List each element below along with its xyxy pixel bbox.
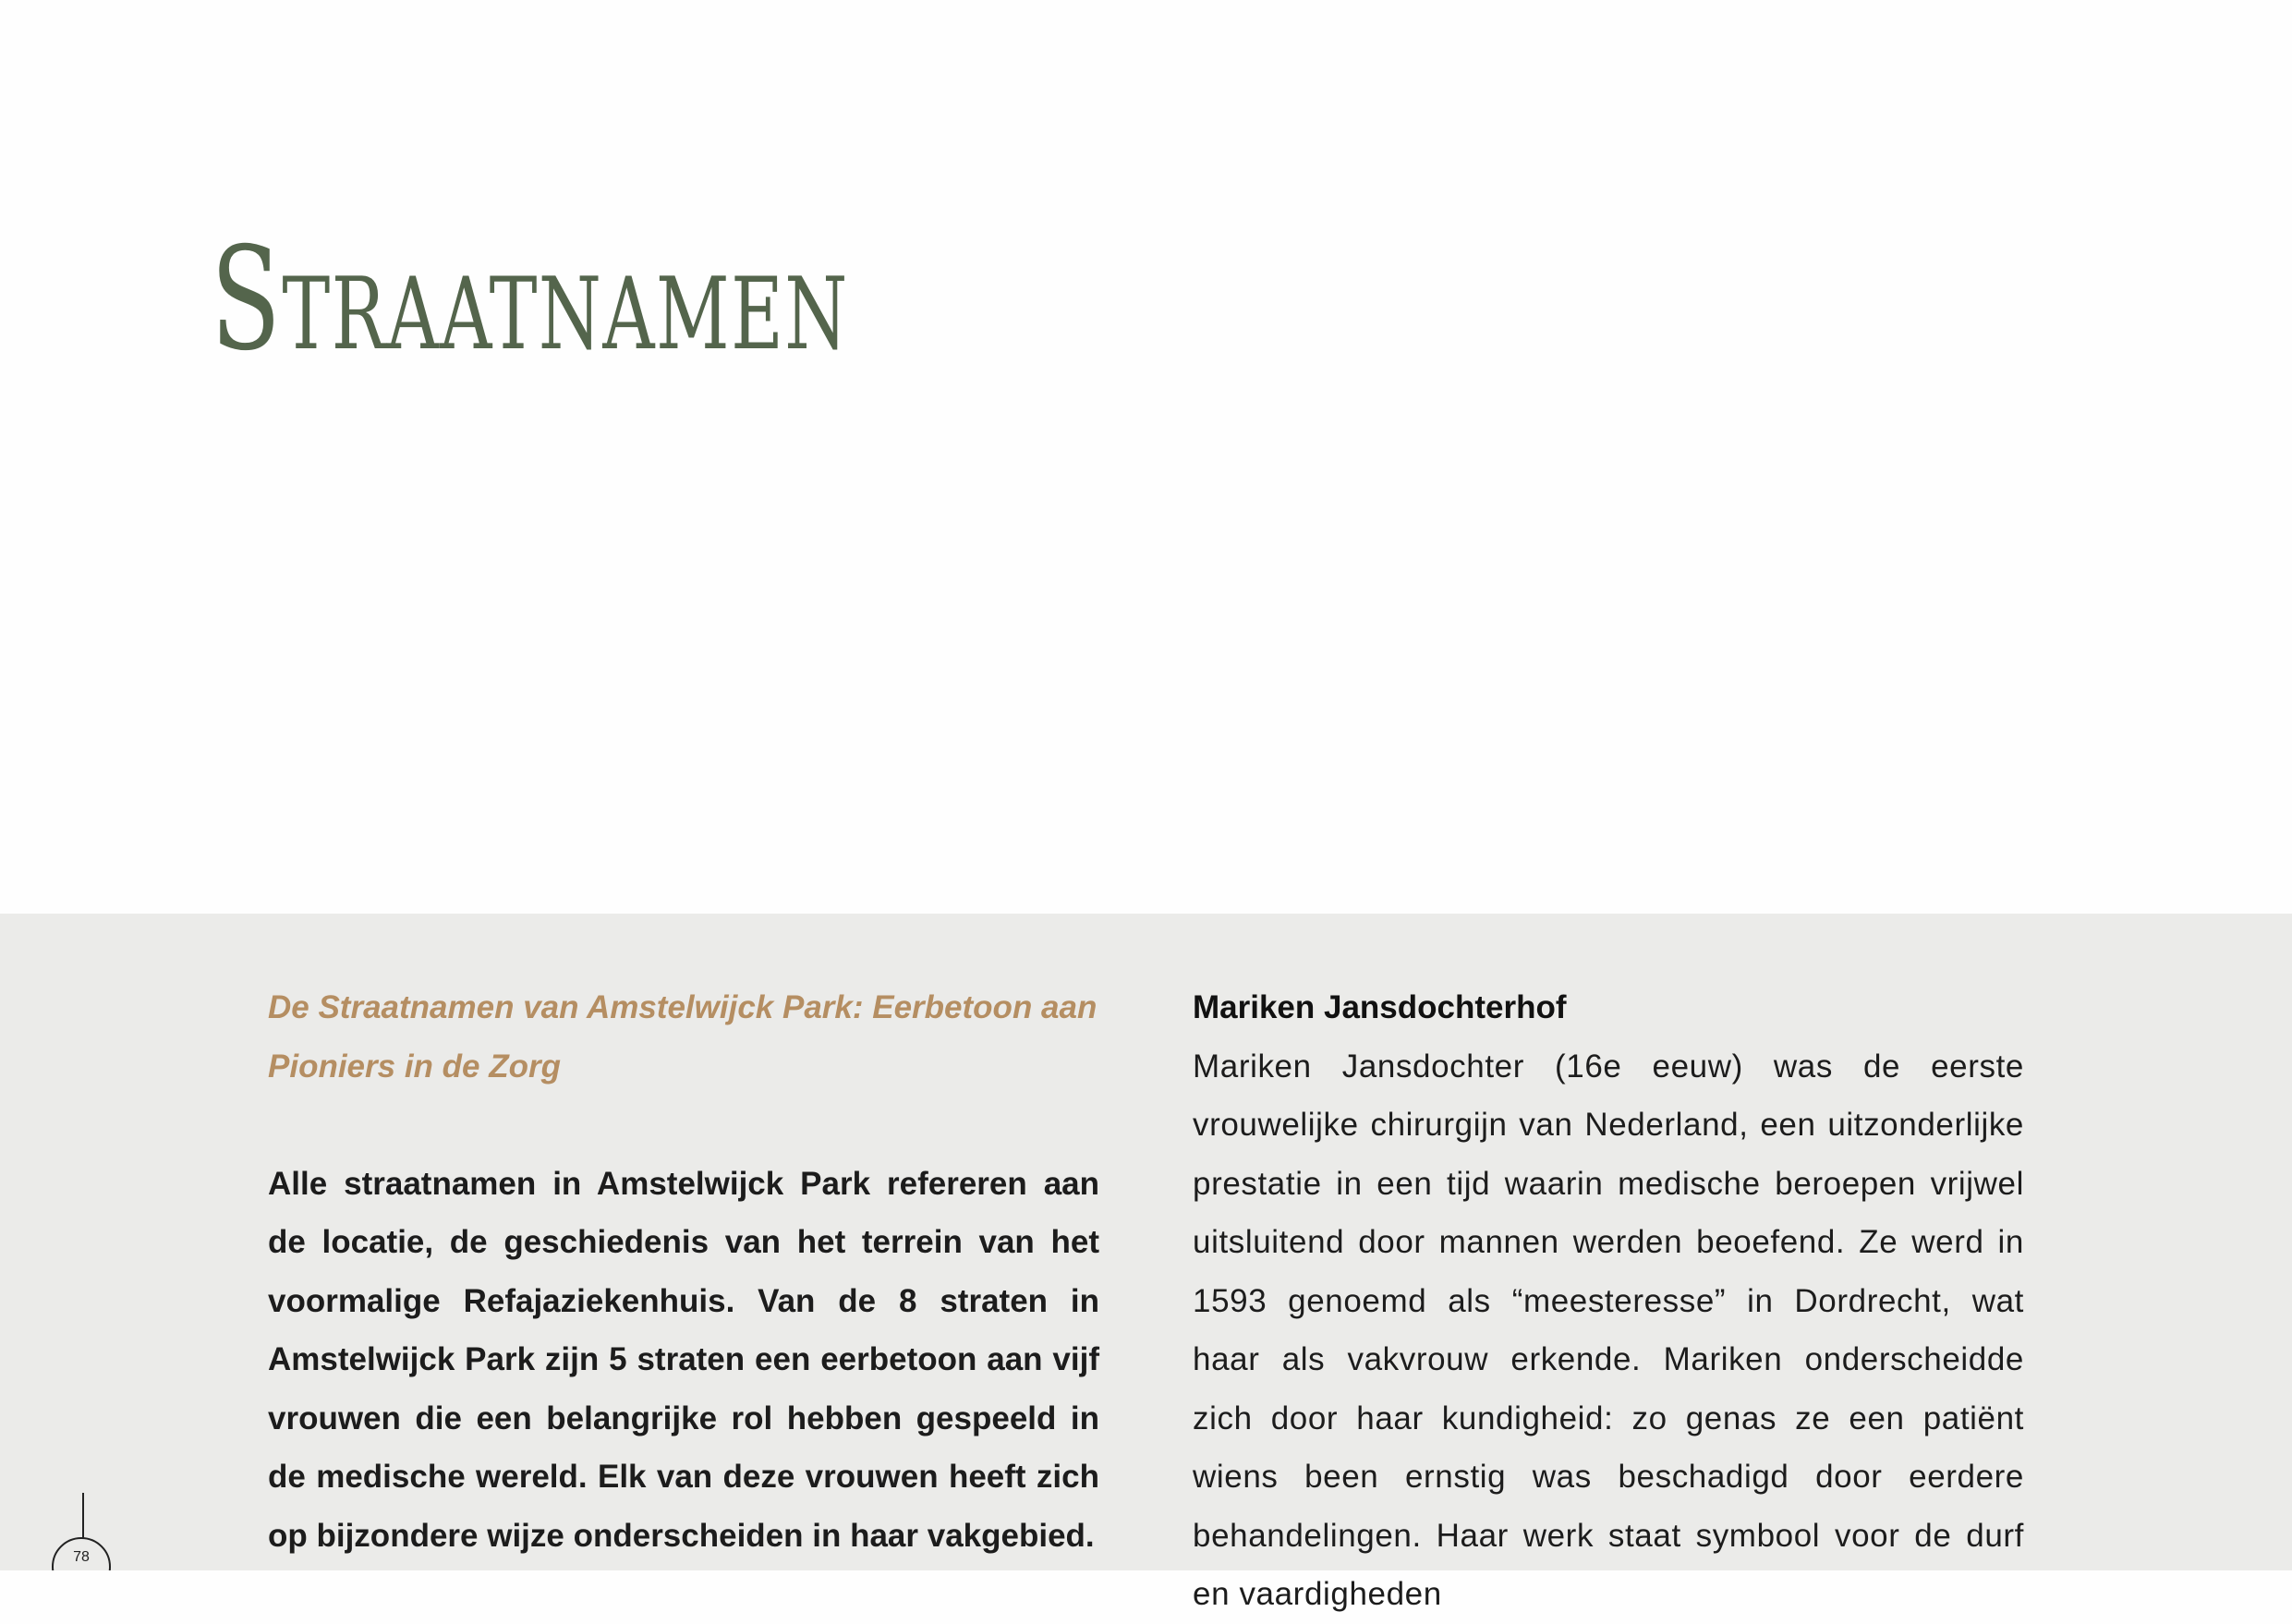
page-title: Straatnamen bbox=[211, 217, 849, 382]
left-column bbox=[268, 978, 1099, 1565]
section-subtitle: De Straatnamen van Amstelwijck Park: Eerbetoon aan Pioniers in de Zorg bbox=[268, 989, 1097, 1085]
page-number: 78 bbox=[52, 1537, 111, 1570]
right-column bbox=[1193, 978, 2024, 1624]
marker-line bbox=[82, 1493, 84, 1539]
page-number-marker bbox=[52, 1493, 116, 1570]
street-heading: Mariken Jansdochterhof bbox=[1193, 989, 1567, 1025]
intro-paragraph: Alle straatnamen in Amstelwijck Park refereren aan de locatie, de geschiedenis van het terrein van het voormalige Refajaziekenhuis. Van de 8 straten in Amstelwijck Park zijn 5 straten een eerbetoon aan vijf vrouwen die een belangrijke rol hebben gespeeld in de medische wereld. Elk van deze vrouwen heeft zich op bijzondere wijze onderscheiden in haar vakgebied. bbox=[268, 1165, 1099, 1554]
street-description: Mariken Jansdochter (16e eeuw) was de eerste vrouwelijke chirurgijn van Nederland, een uitzonderlijke prestatie in een tijd waarin medische beroepen vrijwel uitsluitend door mannen werden beoefend. Ze werd in 1593 genoemd als “meesteresse” in Dordrecht, wat haar als vakvrouw erkende. Mariken onderscheidde zich door haar kundigheid: zo genas ze een patiënt wiens been ernstig was beschadigd door eerdere behandelingen. Haar werk staat symbool voor de durf en vaardigheden bbox=[1193, 1048, 2024, 1612]
